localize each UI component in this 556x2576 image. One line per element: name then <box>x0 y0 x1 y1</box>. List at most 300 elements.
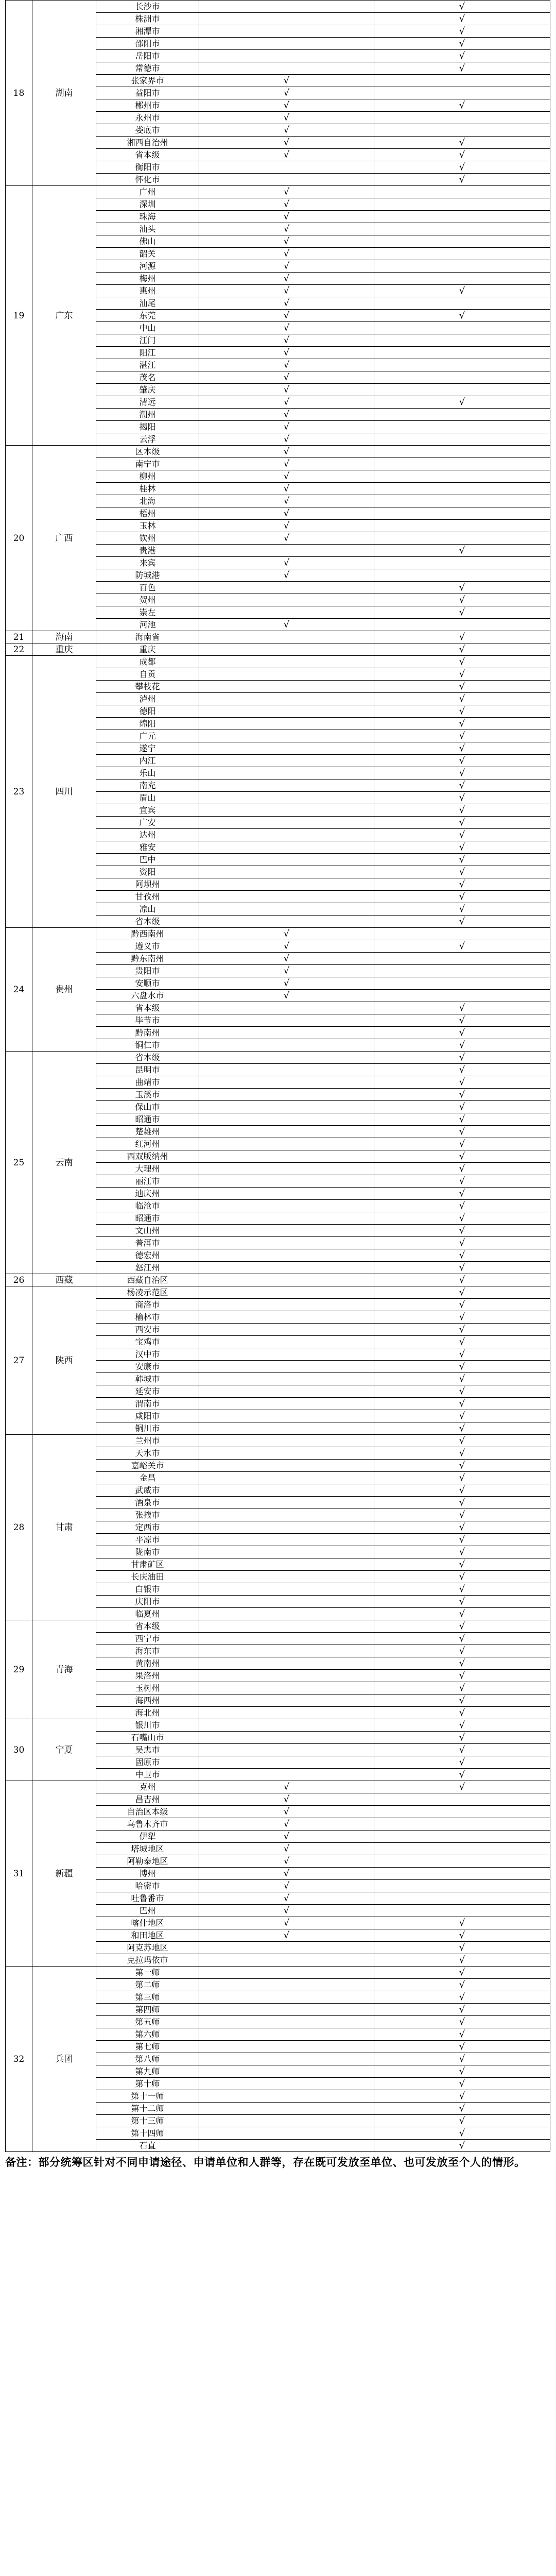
personal-check-cell: √ <box>374 2041 550 2053</box>
city-name: 铜仁市 <box>96 1039 199 1052</box>
city-name: 长庆油田 <box>96 1571 199 1583</box>
city-name: 第五师 <box>96 2016 199 2028</box>
unit-check-cell <box>199 1014 374 1027</box>
personal-check-cell: √ <box>374 2140 550 2152</box>
personal-check-cell <box>374 347 550 359</box>
city-name: 兰州市 <box>96 1435 199 1447</box>
city-name: 巴州 <box>96 1905 199 1917</box>
personal-check-cell: √ <box>374 1200 550 1212</box>
unit-check-cell: √ <box>199 112 374 124</box>
city-name: 陇南市 <box>96 1546 199 1558</box>
personal-check-cell: √ <box>374 1497 550 1509</box>
city-name: 德宏州 <box>96 1249 199 1262</box>
personal-check-cell: √ <box>374 693 550 705</box>
city-name: 宜宾 <box>96 804 199 817</box>
city-name: 重庆 <box>96 643 199 656</box>
unit-check-cell: √ <box>199 297 374 310</box>
personal-check-cell: √ <box>374 2115 550 2127</box>
unit-check-cell <box>199 742 374 755</box>
personal-check-cell: √ <box>374 310 550 322</box>
unit-check-cell: √ <box>199 1806 374 1818</box>
unit-check-cell <box>199 878 374 891</box>
unit-check-cell: √ <box>199 965 374 977</box>
unit-check-cell <box>199 631 374 643</box>
personal-check-cell: √ <box>374 631 550 643</box>
personal-check-cell: √ <box>374 1311 550 1324</box>
city-name: 定西市 <box>96 1521 199 1534</box>
unit-check-cell <box>199 1670 374 1682</box>
city-name: 黔南州 <box>96 1027 199 1039</box>
personal-check-cell: √ <box>374 1756 550 1769</box>
city-name: 海南省 <box>96 631 199 643</box>
city-name: 北海 <box>96 495 199 507</box>
unit-check-cell <box>199 1175 374 1188</box>
personal-check-cell: √ <box>374 643 550 656</box>
city-name: 韩城市 <box>96 1373 199 1385</box>
unit-check-cell <box>199 1558 374 1571</box>
unit-check-cell: √ <box>199 990 374 1002</box>
city-name: 汉中市 <box>96 1348 199 1361</box>
personal-check-cell <box>374 1806 550 1818</box>
unit-check-cell: √ <box>199 1781 374 1793</box>
personal-check-cell: √ <box>374 1212 550 1225</box>
city-name: 茂名 <box>96 371 199 384</box>
city-name: 揭阳 <box>96 421 199 433</box>
unit-check-cell <box>199 594 374 606</box>
personal-check-cell: √ <box>374 1682 550 1694</box>
city-name: 天水市 <box>96 1447 199 1460</box>
personal-check-cell: √ <box>374 829 550 841</box>
unit-check-cell <box>199 2028 374 2041</box>
unit-check-cell <box>199 1645 374 1657</box>
unit-check-cell <box>199 1249 374 1262</box>
personal-check-cell <box>374 470 550 483</box>
personal-check-cell: √ <box>374 1410 550 1422</box>
unit-check-cell: √ <box>199 334 374 347</box>
personal-check-cell <box>374 322 550 334</box>
personal-check-cell <box>374 1855 550 1868</box>
city-name: 南充 <box>96 779 199 792</box>
personal-check-cell: √ <box>374 1781 550 1793</box>
province-name: 湖南 <box>32 1 96 186</box>
city-name: 阳江 <box>96 347 199 359</box>
unit-check-cell <box>199 1954 374 1967</box>
province-name: 重庆 <box>32 643 96 656</box>
unit-check-cell <box>199 767 374 779</box>
table-row <box>6 1719 550 1732</box>
region-number: 25 <box>6 1052 32 1274</box>
city-name: 广安 <box>96 817 199 829</box>
unit-check-cell <box>199 1361 374 1373</box>
city-name: 石嘴山市 <box>96 1732 199 1744</box>
table-row <box>6 1435 550 1447</box>
unit-check-cell <box>199 1719 374 1732</box>
personal-check-cell <box>374 619 550 631</box>
personal-check-cell: √ <box>374 1237 550 1249</box>
unit-check-cell <box>199 1262 374 1274</box>
city-name: 湛江 <box>96 359 199 371</box>
personal-check-cell: √ <box>374 1633 550 1645</box>
table-row <box>6 1274 550 1286</box>
city-name: 甘肃矿区 <box>96 1558 199 1571</box>
city-name: 德阳 <box>96 705 199 718</box>
city-name: 绵阳 <box>96 718 199 730</box>
city-name: 文山州 <box>96 1225 199 1237</box>
city-name: 第九师 <box>96 2065 199 2078</box>
city-name: 海西州 <box>96 1694 199 1707</box>
city-name: 内江 <box>96 755 199 767</box>
city-name: 果洛州 <box>96 1670 199 1682</box>
personal-check-cell: √ <box>374 1447 550 1460</box>
region-number: 29 <box>6 1620 32 1719</box>
city-name: 西宁市 <box>96 1633 199 1645</box>
unit-check-cell <box>199 668 374 681</box>
unit-check-cell: √ <box>199 458 374 470</box>
city-name: 贵港 <box>96 545 199 557</box>
unit-check-cell <box>199 891 374 903</box>
city-name: 临沧市 <box>96 1200 199 1212</box>
unit-check-cell <box>199 1583 374 1596</box>
city-name: 乐山 <box>96 767 199 779</box>
table-row <box>6 186 550 198</box>
unit-check-cell: √ <box>199 211 374 223</box>
city-name: 延安市 <box>96 1385 199 1398</box>
unit-check-cell: √ <box>199 347 374 359</box>
city-name: 中卫市 <box>96 1769 199 1781</box>
unit-check-cell <box>199 1410 374 1422</box>
personal-check-cell: √ <box>374 854 550 866</box>
unit-check-cell: √ <box>199 186 374 198</box>
city-name: 酒泉市 <box>96 1497 199 1509</box>
personal-check-cell: √ <box>374 1694 550 1707</box>
personal-check-cell: √ <box>374 891 550 903</box>
personal-check-cell <box>374 1818 550 1831</box>
city-name: 汕头 <box>96 223 199 235</box>
city-name: 昭通市 <box>96 1212 199 1225</box>
unit-check-cell: √ <box>199 248 374 260</box>
table-row <box>6 1 550 13</box>
unit-check-cell <box>199 841 374 854</box>
unit-check-cell: √ <box>199 1892 374 1905</box>
personal-check-cell <box>374 1868 550 1880</box>
city-name: 岳阳市 <box>96 50 199 62</box>
city-name: 阿勒泰地区 <box>96 1855 199 1868</box>
unit-check-cell: √ <box>199 87 374 99</box>
personal-check-cell: √ <box>374 1101 550 1113</box>
city-name: 南宁市 <box>96 458 199 470</box>
unit-check-cell: √ <box>199 532 374 545</box>
city-name: 博州 <box>96 1868 199 1880</box>
unit-check-cell <box>199 1348 374 1361</box>
personal-check-cell: √ <box>374 1942 550 1954</box>
unit-check-cell <box>199 1769 374 1781</box>
unit-check-cell <box>199 2016 374 2028</box>
unit-check-cell <box>199 1682 374 1694</box>
personal-check-cell: √ <box>374 2028 550 2041</box>
region-number: 32 <box>6 1967 32 2152</box>
unit-check-cell <box>199 1991 374 2004</box>
unit-check-cell: √ <box>199 1929 374 1942</box>
city-name: 河源 <box>96 260 199 273</box>
personal-check-cell: √ <box>374 1954 550 1967</box>
city-name: 第十二师 <box>96 2103 199 2115</box>
city-name: 潮州 <box>96 409 199 421</box>
personal-check-cell: √ <box>374 285 550 297</box>
city-name: 东莞 <box>96 310 199 322</box>
unit-check-cell <box>199 1237 374 1249</box>
personal-check-cell: √ <box>374 1583 550 1596</box>
region-number: 22 <box>6 643 32 656</box>
personal-check-cell: √ <box>374 50 550 62</box>
unit-check-cell <box>199 1126 374 1138</box>
personal-check-cell: √ <box>374 841 550 854</box>
table-row <box>6 928 550 940</box>
unit-check-cell <box>199 1274 374 1286</box>
unit-check-cell: √ <box>199 371 374 384</box>
city-name: 贺州 <box>96 594 199 606</box>
unit-check-cell <box>199 1608 374 1620</box>
personal-check-cell: √ <box>374 916 550 928</box>
city-name: 遂宁 <box>96 742 199 755</box>
personal-check-cell <box>374 75 550 87</box>
unit-check-cell: √ <box>199 1868 374 1880</box>
city-name: 凉山 <box>96 903 199 916</box>
city-name: 遵义市 <box>96 940 199 953</box>
personal-check-cell: √ <box>374 656 550 668</box>
city-name: 武威市 <box>96 1484 199 1497</box>
unit-check-cell <box>199 1633 374 1645</box>
unit-check-cell: √ <box>199 273 374 285</box>
unit-check-cell: √ <box>199 940 374 953</box>
unit-check-cell <box>199 1620 374 1633</box>
personal-check-cell: √ <box>374 1113 550 1126</box>
city-name: 区本级 <box>96 446 199 458</box>
personal-check-cell <box>374 273 550 285</box>
unit-check-cell: √ <box>199 322 374 334</box>
personal-check-cell: √ <box>374 1150 550 1163</box>
personal-check-cell: √ <box>374 1967 550 1979</box>
city-name: 固原市 <box>96 1756 199 1769</box>
personal-check-cell: √ <box>374 149 550 161</box>
unit-check-cell <box>199 2115 374 2127</box>
personal-check-cell: √ <box>374 137 550 149</box>
personal-check-cell: √ <box>374 730 550 742</box>
city-name: 喀什地区 <box>96 1917 199 1929</box>
unit-check-cell <box>199 1979 374 1991</box>
unit-check-cell <box>199 1200 374 1212</box>
personal-check-cell: √ <box>374 1732 550 1744</box>
unit-check-cell: √ <box>199 483 374 495</box>
city-name: 第八师 <box>96 2053 199 2065</box>
unit-check-cell <box>199 161 374 174</box>
personal-check-cell: √ <box>374 1348 550 1361</box>
unit-check-cell: √ <box>199 421 374 433</box>
personal-check-cell: √ <box>374 1324 550 1336</box>
unit-check-cell <box>199 1596 374 1608</box>
city-name: 第七师 <box>96 2041 199 2053</box>
personal-check-cell: √ <box>374 1064 550 1076</box>
personal-check-cell <box>374 1905 550 1917</box>
personal-check-cell: √ <box>374 1657 550 1670</box>
city-name: 省本级 <box>96 1620 199 1633</box>
personal-check-cell: √ <box>374 1645 550 1657</box>
city-name: 庆阳市 <box>96 1596 199 1608</box>
unit-check-cell <box>199 1472 374 1484</box>
personal-check-cell: √ <box>374 1027 550 1039</box>
city-name: 钦州 <box>96 532 199 545</box>
city-name: 西藏自治区 <box>96 1274 199 1286</box>
unit-check-cell <box>199 1163 374 1175</box>
unit-check-cell <box>199 656 374 668</box>
unit-check-cell <box>199 2127 374 2140</box>
city-name: 资阳 <box>96 866 199 878</box>
personal-check-cell: √ <box>374 668 550 681</box>
city-name: 临夏州 <box>96 1608 199 1620</box>
personal-check-cell: √ <box>374 2053 550 2065</box>
unit-check-cell <box>199 705 374 718</box>
table-row <box>6 1620 550 1633</box>
personal-check-cell: √ <box>374 1596 550 1608</box>
city-name: 省本级 <box>96 916 199 928</box>
personal-check-cell: √ <box>374 1608 550 1620</box>
city-name: 吴忠市 <box>96 1744 199 1756</box>
province-name: 兵团 <box>32 1967 96 2152</box>
personal-check-cell: √ <box>374 594 550 606</box>
personal-check-cell: √ <box>374 606 550 619</box>
unit-check-cell <box>199 1657 374 1670</box>
personal-check-cell <box>374 409 550 421</box>
unit-check-cell <box>199 1150 374 1163</box>
unit-check-cell <box>199 1732 374 1744</box>
city-name: 邵阳市 <box>96 38 199 50</box>
unit-check-cell: √ <box>199 1793 374 1806</box>
personal-check-cell: √ <box>374 767 550 779</box>
personal-check-cell <box>374 928 550 940</box>
region-number: 23 <box>6 656 32 928</box>
personal-check-cell: √ <box>374 1979 550 1991</box>
unit-check-cell <box>199 1373 374 1385</box>
city-name: 曲靖市 <box>96 1076 199 1089</box>
personal-check-cell <box>374 297 550 310</box>
footnote: 备注：部分统筹区针对不同申请途径、申请单位和人群等，存在既可发放至单位、也可发放至个人的情形。 <box>5 2156 526 2168</box>
unit-check-cell: √ <box>199 396 374 409</box>
personal-check-cell <box>374 1793 550 1806</box>
unit-check-cell <box>199 829 374 841</box>
unit-check-cell <box>199 13 374 25</box>
unit-check-cell: √ <box>199 384 374 396</box>
personal-check-cell: √ <box>374 1917 550 1929</box>
personal-check-cell: √ <box>374 2004 550 2016</box>
region-number: 31 <box>6 1781 32 1967</box>
city-name: 六盘水市 <box>96 990 199 1002</box>
city-name: 第一师 <box>96 1967 199 1979</box>
city-name: 克州 <box>96 1781 199 1793</box>
personal-check-cell <box>374 248 550 260</box>
personal-check-cell: √ <box>374 779 550 792</box>
city-name: 河池 <box>96 619 199 631</box>
personal-check-cell <box>374 421 550 433</box>
personal-check-cell: √ <box>374 1373 550 1385</box>
city-name: 渭南市 <box>96 1398 199 1410</box>
city-name: 珠海 <box>96 211 199 223</box>
unit-check-cell <box>199 1299 374 1311</box>
personal-check-cell: √ <box>374 2090 550 2103</box>
city-name: 百色 <box>96 582 199 594</box>
city-name: 第六师 <box>96 2028 199 2041</box>
personal-check-cell: √ <box>374 545 550 557</box>
city-name: 嘉峪关市 <box>96 1460 199 1472</box>
personal-check-cell: √ <box>374 1249 550 1262</box>
personal-check-cell: √ <box>374 1002 550 1014</box>
unit-check-cell <box>199 2140 374 2152</box>
unit-check-cell: √ <box>199 75 374 87</box>
city-name: 迪庆州 <box>96 1188 199 1200</box>
personal-check-cell: √ <box>374 718 550 730</box>
unit-check-cell: √ <box>199 1843 374 1855</box>
city-name: 汕尾 <box>96 297 199 310</box>
city-name: 哈密市 <box>96 1880 199 1892</box>
city-name: 怀化市 <box>96 174 199 186</box>
city-name: 桂林 <box>96 483 199 495</box>
city-name: 怒江州 <box>96 1262 199 1274</box>
personal-check-cell: √ <box>374 1534 550 1546</box>
unit-check-cell: √ <box>199 1880 374 1892</box>
unit-check-cell <box>199 792 374 804</box>
personal-check-cell <box>374 371 550 384</box>
unit-check-cell <box>199 1694 374 1707</box>
unit-check-cell <box>199 866 374 878</box>
unit-check-cell <box>199 1027 374 1039</box>
unit-check-cell <box>199 2090 374 2103</box>
region-number: 21 <box>6 631 32 643</box>
table-row <box>6 1781 550 1793</box>
personal-check-cell: √ <box>374 99 550 112</box>
personal-check-cell: √ <box>374 1558 550 1571</box>
province-name: 广东 <box>32 186 96 446</box>
city-name: 永州市 <box>96 112 199 124</box>
unit-check-cell: √ <box>199 99 374 112</box>
city-name: 防城港 <box>96 569 199 582</box>
personal-check-cell: √ <box>374 1509 550 1521</box>
unit-check-cell <box>199 2065 374 2078</box>
city-name: 泸州 <box>96 693 199 705</box>
city-name: 省本级 <box>96 1052 199 1064</box>
unit-check-cell <box>199 1435 374 1447</box>
unit-check-cell <box>199 681 374 693</box>
city-name: 佛山 <box>96 235 199 248</box>
city-name: 黔西南州 <box>96 928 199 940</box>
city-name: 云浮 <box>96 433 199 446</box>
city-name: 广元 <box>96 730 199 742</box>
personal-check-cell: √ <box>374 1670 550 1682</box>
unit-check-cell <box>199 545 374 557</box>
unit-check-cell <box>199 1212 374 1225</box>
personal-check-cell <box>374 458 550 470</box>
province-name: 陕西 <box>32 1286 96 1435</box>
personal-check-cell <box>374 520 550 532</box>
city-name: 红河州 <box>96 1138 199 1150</box>
city-name: 株洲市 <box>96 13 199 25</box>
province-name: 贵州 <box>32 928 96 1052</box>
unit-check-cell: √ <box>199 470 374 483</box>
unit-check-cell <box>199 2041 374 2053</box>
personal-check-cell <box>374 990 550 1002</box>
table-row <box>6 643 550 656</box>
unit-check-cell: √ <box>199 495 374 507</box>
unit-check-cell <box>199 804 374 817</box>
city-name: 来宾 <box>96 557 199 569</box>
personal-check-cell: √ <box>374 1719 550 1732</box>
